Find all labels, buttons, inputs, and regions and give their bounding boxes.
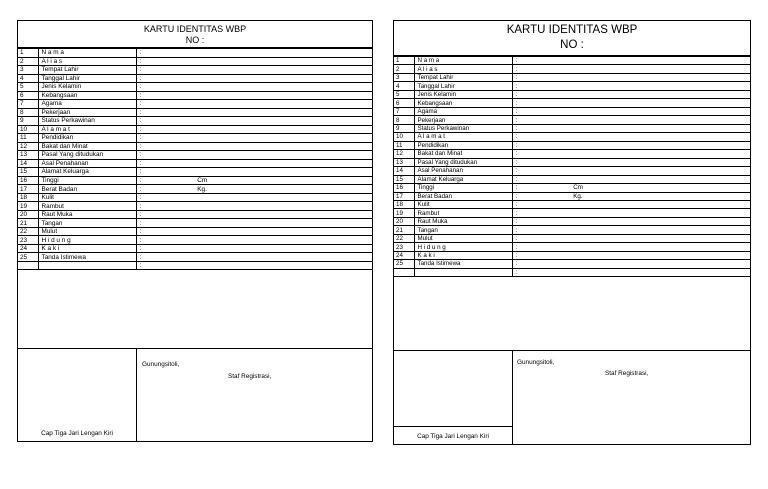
field-row — [18, 108, 372, 117]
field-colon: : — [515, 116, 518, 124]
field-number: 6 — [394, 99, 414, 107]
field-number: 24 — [394, 251, 414, 259]
field-label: Pendidikan — [38, 134, 136, 143]
field-colon: : — [139, 245, 142, 253]
field-colon: : — [515, 260, 518, 268]
field-value — [136, 261, 372, 270]
field-label: Berat Badan — [38, 185, 136, 194]
field-label: Tanggal Lahir — [414, 82, 512, 90]
card-number-label: NO : — [185, 35, 205, 45]
field-colon: : — [139, 194, 142, 202]
field-value — [512, 167, 750, 175]
field-label: Rambut — [38, 202, 136, 211]
field-row — [394, 65, 750, 73]
field-number: 1 — [394, 57, 414, 65]
field-row — [18, 74, 372, 83]
field-colon: : — [139, 202, 142, 210]
field-row — [18, 253, 372, 262]
field-label: Tinggi — [414, 184, 512, 192]
field-number: 4 — [18, 74, 38, 83]
field-value — [512, 124, 750, 132]
field-row — [394, 116, 750, 124]
field-number: 17 — [18, 185, 38, 194]
card-title: KARTU IDENTITAS WBP — [506, 24, 638, 36]
field-row — [18, 66, 372, 75]
identity-card-right — [393, 20, 751, 445]
field-label: Tanda Istimewa — [414, 260, 512, 268]
field-row — [18, 57, 372, 66]
field-value — [512, 192, 750, 200]
field-value — [136, 176, 372, 185]
field-value — [512, 141, 750, 149]
field-row — [18, 185, 372, 194]
field-row — [394, 209, 750, 217]
field-label: Pekerjaan — [38, 108, 136, 117]
field-value — [512, 209, 750, 217]
field-unit: Kg. — [197, 185, 207, 193]
field-number: 12 — [394, 150, 414, 158]
field-colon: : — [515, 124, 518, 132]
field-number — [394, 268, 414, 276]
field-label: Kebangsaan — [38, 91, 136, 100]
field-row — [394, 167, 750, 175]
field-value — [512, 268, 750, 276]
field-number: 5 — [18, 83, 38, 92]
field-colon: : — [139, 49, 142, 57]
field-label: Tanda Istimewa — [38, 253, 136, 262]
identity-fields-table — [394, 56, 750, 277]
field-value — [512, 184, 750, 192]
field-number: 11 — [394, 141, 414, 149]
field-label: N a m a — [414, 57, 512, 65]
field-value — [512, 260, 750, 268]
field-colon: : — [515, 235, 518, 243]
field-label: K a k i — [38, 244, 136, 253]
field-label: A l a m a t — [414, 133, 512, 141]
field-row — [18, 117, 372, 126]
field-number: 2 — [18, 57, 38, 66]
field-colon: : — [515, 74, 518, 82]
field-number: 19 — [18, 202, 38, 211]
field-number: 9 — [394, 124, 414, 132]
field-number: 19 — [394, 209, 414, 217]
field-label: Pasal Yang ditudukan — [38, 151, 136, 160]
signature-city: Gunungsitoli, — [517, 359, 555, 366]
field-colon: : — [139, 125, 142, 133]
field-label: Tangan — [414, 226, 512, 234]
field-value — [136, 83, 372, 92]
field-row — [394, 124, 750, 132]
field-value — [512, 243, 750, 251]
field-label: Bakat dan Minat — [414, 150, 512, 158]
field-value — [512, 116, 750, 124]
field-number: 8 — [18, 108, 38, 117]
field-row — [394, 200, 750, 208]
field-row — [18, 176, 372, 185]
field-label — [38, 261, 136, 270]
field-label: Alamat Keluarga — [414, 175, 512, 183]
field-label: A l i a s — [414, 65, 512, 73]
field-colon: : — [515, 252, 518, 260]
field-colon: : — [139, 159, 142, 167]
field-row — [394, 133, 750, 141]
field-row — [394, 234, 750, 242]
field-colon: : — [515, 175, 518, 183]
field-colon: : — [139, 142, 142, 150]
field-number: 24 — [18, 244, 38, 253]
field-row — [18, 219, 372, 228]
field-value — [136, 151, 372, 160]
field-label: K a k i — [414, 251, 512, 259]
field-value — [512, 82, 750, 90]
field-value — [136, 125, 372, 134]
field-unit: Cm — [573, 184, 583, 192]
field-colon: : — [515, 91, 518, 99]
field-number: 15 — [18, 168, 38, 177]
field-label: Asal Penahanan — [38, 159, 136, 168]
field-number: 16 — [394, 184, 414, 192]
field-colon: : — [139, 253, 142, 261]
field-value — [512, 217, 750, 225]
field-row — [394, 217, 750, 225]
field-value — [512, 99, 750, 107]
field-value — [512, 175, 750, 183]
field-label: Tempat Lahir — [38, 66, 136, 75]
field-label: Raut Muka — [414, 217, 512, 225]
field-label: Tangan — [38, 219, 136, 228]
field-number: 9 — [18, 117, 38, 126]
signature-staff: Staf Registrasi, — [605, 370, 649, 377]
field-colon: : — [139, 91, 142, 99]
field-row — [394, 251, 750, 259]
field-number: 15 — [394, 175, 414, 183]
field-value — [136, 91, 372, 100]
field-value — [136, 185, 372, 194]
field-value — [136, 193, 372, 202]
field-number: 7 — [18, 100, 38, 109]
card-number-label: NO : — [560, 39, 584, 51]
signature-section — [394, 350, 750, 444]
field-number: 21 — [18, 219, 38, 228]
field-value — [136, 236, 372, 245]
field-value — [136, 253, 372, 262]
field-value — [136, 117, 372, 126]
field-label: Agama — [38, 100, 136, 109]
field-row — [18, 261, 372, 270]
field-row — [18, 125, 372, 134]
field-row — [18, 142, 372, 151]
field-row — [394, 99, 750, 107]
field-label: H i d u n g — [38, 236, 136, 245]
field-row — [394, 90, 750, 98]
field-number: 16 — [18, 176, 38, 185]
field-number: 3 — [394, 73, 414, 81]
field-number: 22 — [394, 234, 414, 242]
field-number: 18 — [18, 193, 38, 202]
field-row — [394, 268, 750, 276]
field-number: 23 — [394, 243, 414, 251]
field-number: 7 — [394, 107, 414, 115]
field-value — [512, 57, 750, 65]
field-row — [18, 91, 372, 100]
field-value — [512, 65, 750, 73]
field-number: 8 — [394, 116, 414, 124]
field-label: Jenis Kelamin — [38, 83, 136, 92]
field-number: 18 — [394, 200, 414, 208]
field-colon: : — [139, 168, 142, 176]
field-value — [136, 57, 372, 66]
field-label: Status Perkawinan — [38, 117, 136, 126]
field-label: Mulut — [38, 227, 136, 236]
field-row — [394, 226, 750, 234]
field-number — [18, 261, 38, 270]
field-number: 5 — [394, 90, 414, 98]
field-colon: : — [515, 243, 518, 251]
field-value — [512, 234, 750, 242]
field-row — [394, 73, 750, 81]
field-colon: : — [139, 57, 142, 65]
card-title: KARTU IDENTITAS WBP — [143, 24, 247, 34]
field-number: 10 — [18, 125, 38, 134]
field-label: Agama — [414, 107, 512, 115]
field-value — [136, 159, 372, 168]
field-row — [18, 159, 372, 168]
field-row — [18, 134, 372, 143]
field-colon: : — [139, 83, 142, 91]
field-number: 14 — [18, 159, 38, 168]
signature-staff: Staf Registrasi, — [228, 373, 272, 380]
field-value — [512, 226, 750, 234]
field-label: A l a m a t — [38, 125, 136, 134]
field-label: Raut Muka — [38, 210, 136, 219]
field-row — [394, 150, 750, 158]
field-colon: : — [139, 219, 142, 227]
field-colon: : — [515, 99, 518, 107]
field-colon: : — [515, 209, 518, 217]
field-label: Pendidikan — [414, 141, 512, 149]
field-row — [394, 192, 750, 200]
field-colon: : — [515, 65, 518, 73]
field-number: 17 — [394, 192, 414, 200]
field-label: Status Perkawinan — [414, 124, 512, 132]
field-number: 2 — [394, 65, 414, 73]
field-number: 21 — [394, 226, 414, 234]
field-value — [136, 100, 372, 109]
field-value — [136, 74, 372, 83]
field-value — [136, 210, 372, 219]
field-row — [18, 100, 372, 109]
field-label: Asal Penahanan — [414, 167, 512, 175]
thumbprint-box — [394, 351, 513, 444]
field-value — [512, 200, 750, 208]
field-value — [512, 251, 750, 259]
field-label: Tanggal Lahir — [38, 74, 136, 83]
field-number: 13 — [394, 158, 414, 166]
field-colon: : — [515, 158, 518, 166]
field-label: Pekerjaan — [414, 116, 512, 124]
field-colon: : — [139, 228, 142, 236]
field-label: Tempat Lahir — [414, 73, 512, 81]
field-row — [18, 168, 372, 177]
identity-fields-table — [18, 48, 372, 270]
field-number: 20 — [394, 217, 414, 225]
field-row — [394, 107, 750, 115]
field-value — [512, 133, 750, 141]
field-row — [18, 151, 372, 160]
field-number: 25 — [18, 253, 38, 262]
field-row — [394, 57, 750, 65]
field-label: Kulit — [414, 200, 512, 208]
field-value — [512, 158, 750, 166]
field-number: 12 — [18, 142, 38, 151]
field-colon: : — [139, 117, 142, 125]
field-row — [18, 202, 372, 211]
field-label: Rambut — [414, 209, 512, 217]
field-number: 6 — [18, 91, 38, 100]
field-value — [136, 66, 372, 75]
field-unit: Cm — [197, 176, 208, 184]
field-label: H i d u n g — [414, 243, 512, 251]
field-colon: : — [139, 176, 142, 184]
field-colon: : — [139, 108, 142, 116]
field-colon: : — [515, 268, 518, 276]
field-row — [394, 175, 750, 183]
field-colon: : — [515, 150, 518, 158]
field-number: 23 — [18, 236, 38, 245]
field-colon: : — [515, 226, 518, 234]
field-colon: : — [139, 236, 142, 244]
field-colon: : — [515, 192, 518, 200]
field-number: 4 — [394, 82, 414, 90]
field-label: Pasal Yang ditudukan — [414, 158, 512, 166]
field-label: Mulut — [414, 234, 512, 242]
field-value — [136, 227, 372, 236]
field-colon: : — [139, 74, 142, 82]
field-colon: : — [139, 185, 142, 193]
field-colon: : — [515, 167, 518, 175]
field-unit: Kg. — [573, 192, 583, 200]
field-colon: : — [515, 141, 518, 149]
field-number: 1 — [18, 49, 38, 58]
thumbprint-label: Cap Tiga Jari Lengan Kiri — [41, 430, 113, 437]
field-colon: : — [515, 201, 518, 209]
card-header — [18, 21, 372, 48]
field-value — [136, 108, 372, 117]
field-row — [394, 141, 750, 149]
field-value — [136, 244, 372, 253]
field-label: Bakat dan Minat — [38, 142, 136, 151]
signature-section — [18, 348, 372, 441]
field-label: N a m a — [38, 49, 136, 58]
field-label — [414, 268, 512, 276]
field-number: 14 — [394, 167, 414, 175]
field-label: A l i a s — [38, 57, 136, 66]
field-colon: : — [139, 211, 142, 219]
field-colon: : — [515, 218, 518, 226]
field-label: Kebangsaan — [414, 99, 512, 107]
field-row — [18, 227, 372, 236]
field-value — [136, 168, 372, 177]
field-row — [18, 244, 372, 253]
card-header — [394, 21, 750, 56]
field-label: Tinggi — [38, 176, 136, 185]
field-row — [394, 158, 750, 166]
field-number: 13 — [18, 151, 38, 160]
field-colon: : — [139, 151, 142, 159]
field-number: 20 — [18, 210, 38, 219]
field-label: Kulit — [38, 193, 136, 202]
field-row — [18, 83, 372, 92]
field-row — [18, 193, 372, 202]
field-label: Alamat Keluarga — [38, 168, 136, 177]
field-colon: : — [515, 108, 518, 116]
field-row — [394, 184, 750, 192]
field-value — [136, 49, 372, 58]
field-value — [136, 219, 372, 228]
field-number: 3 — [18, 66, 38, 75]
field-colon: : — [139, 134, 142, 142]
field-row — [18, 236, 372, 245]
field-number: 22 — [18, 227, 38, 236]
field-number: 25 — [394, 260, 414, 268]
thumbprint-box — [18, 349, 137, 441]
field-number: 11 — [18, 134, 38, 143]
field-colon: : — [515, 133, 518, 141]
field-value — [512, 90, 750, 98]
field-row — [394, 243, 750, 251]
identity-card-left — [17, 20, 373, 442]
field-colon: : — [139, 262, 142, 270]
field-colon: : — [139, 100, 142, 108]
thumbprint-divider — [394, 426, 513, 427]
field-colon: : — [515, 82, 518, 90]
field-label: Jenis Kelamin — [414, 90, 512, 98]
field-value — [512, 107, 750, 115]
thumbprint-label: Cap Tiga Jari Lengan Kiri — [417, 433, 489, 440]
field-row — [394, 82, 750, 90]
field-row — [18, 49, 372, 58]
field-label: Berat Badan — [414, 192, 512, 200]
field-colon: : — [515, 57, 518, 65]
signature-city: Gunungsitoli, — [142, 361, 180, 368]
field-value — [512, 150, 750, 158]
field-value — [512, 73, 750, 81]
field-colon: : — [515, 184, 518, 192]
field-value — [136, 134, 372, 143]
field-row — [394, 260, 750, 268]
field-row — [18, 210, 372, 219]
field-colon: : — [139, 66, 142, 74]
field-value — [136, 142, 372, 151]
field-value — [136, 202, 372, 211]
field-number: 10 — [394, 133, 414, 141]
